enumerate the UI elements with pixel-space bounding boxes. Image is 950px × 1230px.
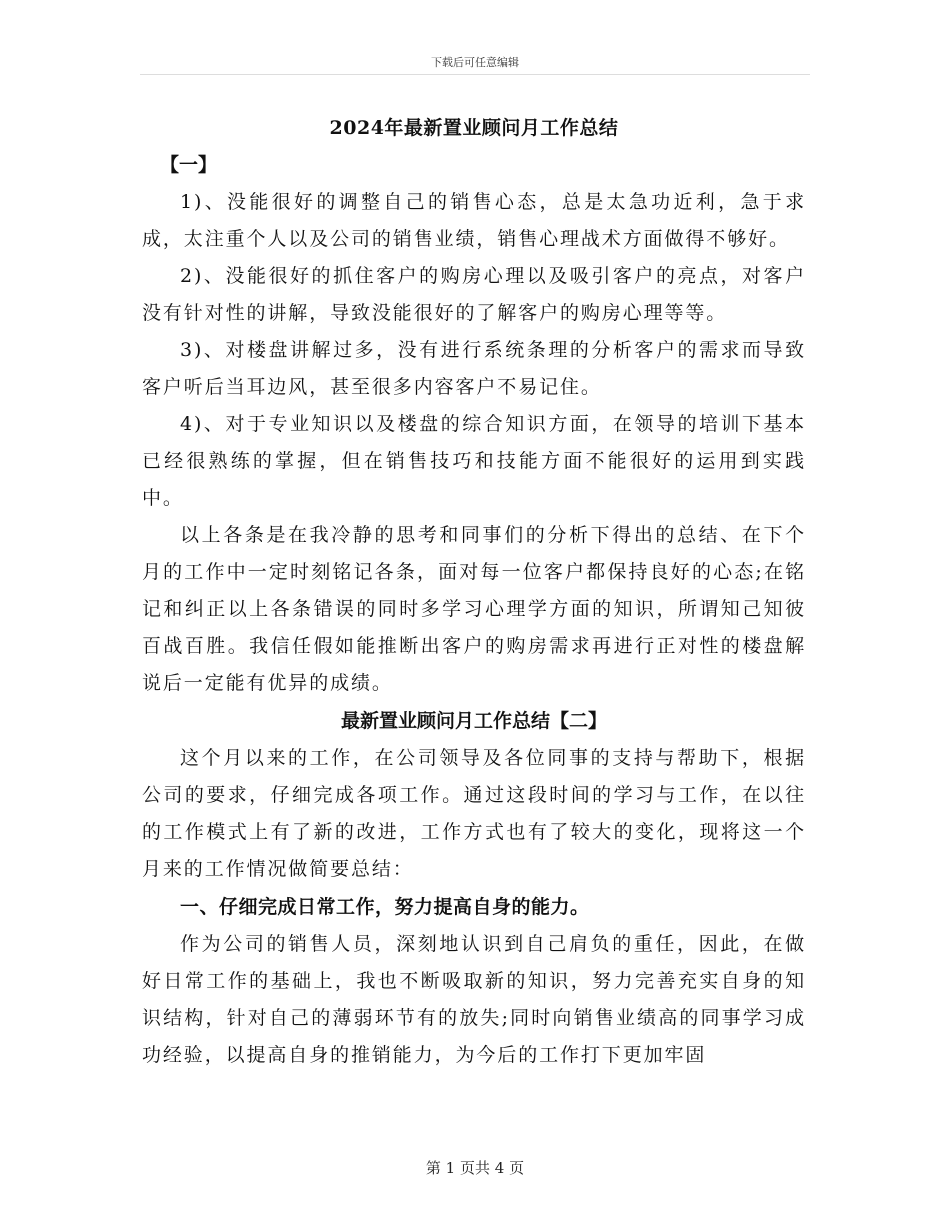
- paragraph: 3)、对楼盘讲解过多，没有进行系统条理的分析客户的需求而导致客户听后当耳边风，甚至很多内容客户不易记住。: [142, 339, 806, 398]
- paragraph: 2)、没能很好的抓住客户的购房心理以及吸引客户的亮点，对客户没有针对性的讲解，导致没能很好的了解客户的购房心理等等。: [142, 265, 806, 324]
- document-title: 2024年最新置业顾问月工作总结: [329, 117, 619, 139]
- paragraph: 这个月以来的工作，在公司领导及各位同事的支持与帮助下，根据公司的要求，仔细完成各项工作。通过这段时间的学习与工作，在以往的工作模式上有了新的改进，工作方式也有了较大的变化，现将这一个月来的工作情况做简要总结：: [142, 747, 806, 880]
- paragraph: 以上各条是在我冷静的思考和同事们的分析下得出的总结、在下个月的工作中一定时刻铭记各条，面对每一位客户都保持良好的心态;在铭记和纠正以上各条错误的同时多学习心理学方面的知识，所谓知己知彼百战百胜。我信任假如能推断出客户的购房需求再进行正对性的楼盘解说后一定能有优异的成绩。: [142, 524, 806, 694]
- document-body: [142, 110, 806, 1074]
- page-header: 下载后可任意编辑: [431, 56, 519, 69]
- section-heading: 一、仔细完成日常工作，努力提高自身的能力。: [180, 896, 590, 918]
- section-subtitle: 最新置业顾问月工作总结【二】: [340, 710, 607, 732]
- paragraph: 作为公司的销售人员，深刻地认识到自己肩负的重任，因此，在做好日常工作的基础上，我也不断吸取新的知识，努力完善充实自身的知识结构，针对自己的薄弱环节有的放失;同时向销售业绩高的同事学习成功经验，以提高自身的推销能力，为今后的工作打下更加牢固: [142, 933, 806, 1066]
- paragraph: 1)、没能很好的调整自己的销售心态，总是太急功近利，急于求成，太注重个人以及公司的销售业绩，销售心理战术方面做得不够好。: [142, 191, 806, 250]
- section-tag-one: 【一】: [160, 154, 218, 176]
- header-divider: [140, 74, 810, 75]
- paragraph: 4)、对于专业知识以及楼盘的综合知识方面，在领导的培训下基本已经很熟练的掌握，但在销售技巧和技能方面不能很好的运用到实践中。: [142, 413, 806, 509]
- page-footer: 第 1 页共 4 页: [425, 1159, 525, 1177]
